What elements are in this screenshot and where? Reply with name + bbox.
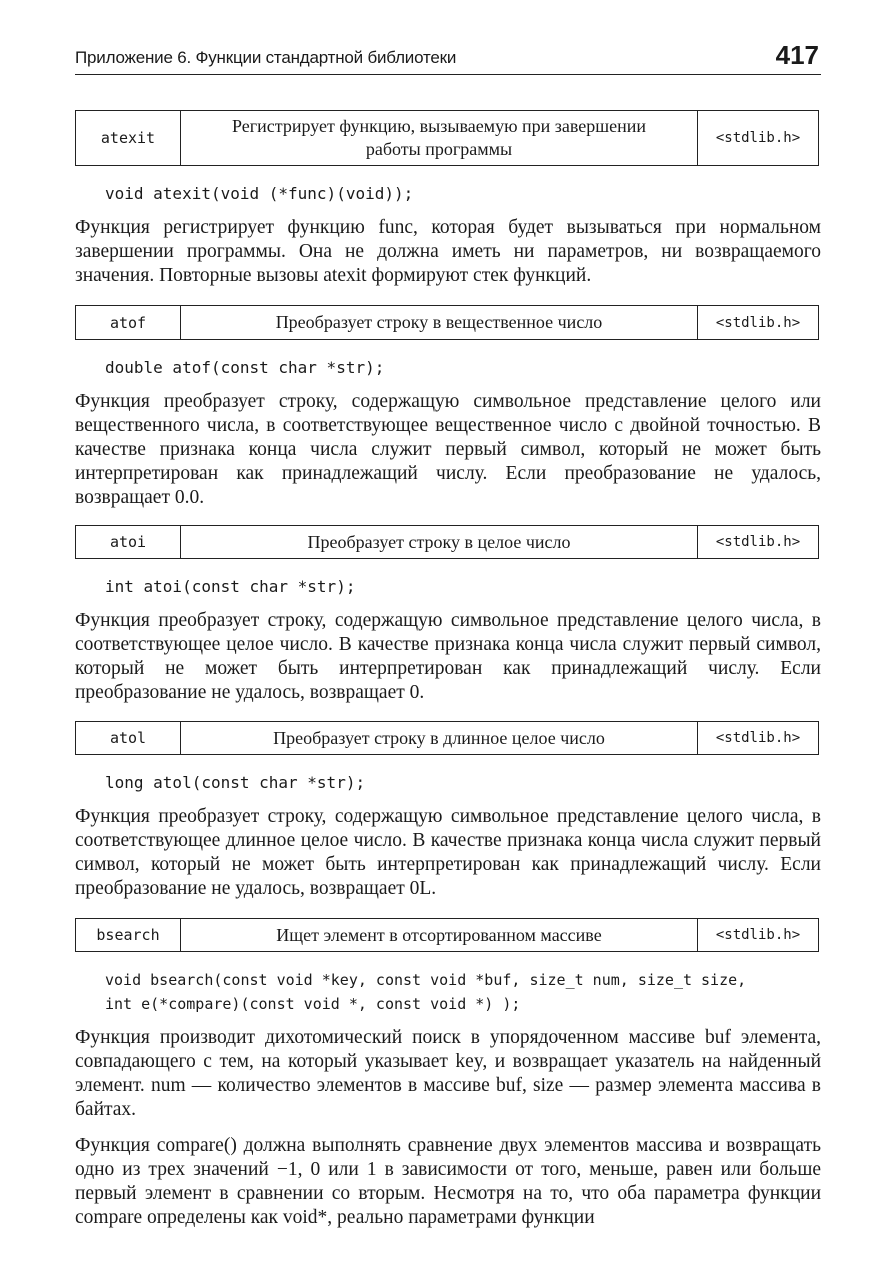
function-prototype: void atexit(void (*func)(void)); <box>105 184 414 203</box>
function-description: Преобразует строку в целое число <box>181 526 698 558</box>
entry-bsearch <box>75 918 821 1230</box>
entry-atol <box>75 721 821 901</box>
header-title: Приложение 6. Функции стандартной библиотеки <box>75 48 457 67</box>
function-name: atoi <box>76 526 181 558</box>
description-paragraph: Функция производит дихотомический поиск в упорядоченном массиве buf элемента, совпадающего с тем, на который указывает key, и возвращает указатель на найденный элемент. num — количество элементов в массиве buf, size — размер элемента массива в байтах. <box>75 1027 821 1120</box>
function-description: Преобразует строку в вещественное число <box>181 306 698 339</box>
function-name: atexit <box>76 111 181 165</box>
entry-atof <box>75 305 821 510</box>
function-prototype: void bsearch(const void *key, const void *buf, size_t num, size_t size, int e(*compare)(const void *, const void *) ); <box>105 971 747 1013</box>
function-prototype: double atof(const char *str); <box>105 358 385 377</box>
running-header <box>75 40 821 75</box>
header-file: <stdlib.h> <box>715 130 801 146</box>
header-file: <stdlib.h> <box>715 534 801 550</box>
function-name: atol <box>76 722 181 754</box>
description-paragraph: Функция регистрирует функцию func, которая будет вызываться при нормальном завершении программы. Она не должна иметь ни параметров, ни возвращаемого значения. Повторные вызовы atexit формируют стек функций. <box>75 217 821 286</box>
function-table <box>75 918 819 952</box>
function-table <box>75 110 819 166</box>
description-paragraph: Функция преобразует строку, содержащую символьное представление целого или вещественного числа, в соответствующее вещественное число с двойной точностью. В качестве признака конца числа служит первый символ, который не может быть интерпретирован как принадлежащий числу. Если преобразование не удалось, возвращает 0.0. <box>75 391 821 508</box>
function-table <box>75 525 819 559</box>
function-description: Регистрирует функцию, вызываемую при завершении работы программы <box>181 111 698 165</box>
entry-atoi <box>75 525 821 705</box>
description-paragraph: Функция compare() должна выполнять сравнение двух элементов массива и возвращать одно из трех значений −1, 0 или 1 в зависимости от того, меньше, равен или больше первый элемент в сравнении со вторым. Несмотря на то, что оба параметра функции compare определены как void*, реально параметрами функции <box>75 1135 821 1228</box>
header-file: <stdlib.h> <box>715 730 801 746</box>
function-prototype: long atol(const char *str); <box>105 773 366 792</box>
entry-atexit <box>75 110 821 288</box>
function-prototype: int atoi(const char *str); <box>105 577 356 596</box>
function-description: Преобразует строку в длинное целое число <box>181 722 698 754</box>
description-paragraph: Функция преобразует строку, содержащую символьное представление целого числа, в соответствующее целое число. В качестве признака конца числа служит первый символ, который не может быть интерпретирован как принадлежащий числу. Если преобразование не удалось, возвращает 0. <box>75 610 821 703</box>
function-description: Ищет элемент в отсортированном массиве <box>181 919 698 951</box>
function-name: bsearch <box>76 919 181 951</box>
header-file: <stdlib.h> <box>715 927 801 943</box>
description-paragraph: Функция преобразует строку, содержащую символьное представление целого числа, в соответствующее длинное целое число. В качестве признака конца числа служит первый символ, который не может быть интерпретирован как принадлежащий числу. Если преобразование не удалось, возвращает 0L. <box>75 806 821 899</box>
function-table <box>75 721 819 755</box>
page-number: 417 <box>775 40 819 70</box>
function-name: atof <box>76 306 181 339</box>
header-file: <stdlib.h> <box>715 314 801 331</box>
function-table <box>75 305 819 340</box>
